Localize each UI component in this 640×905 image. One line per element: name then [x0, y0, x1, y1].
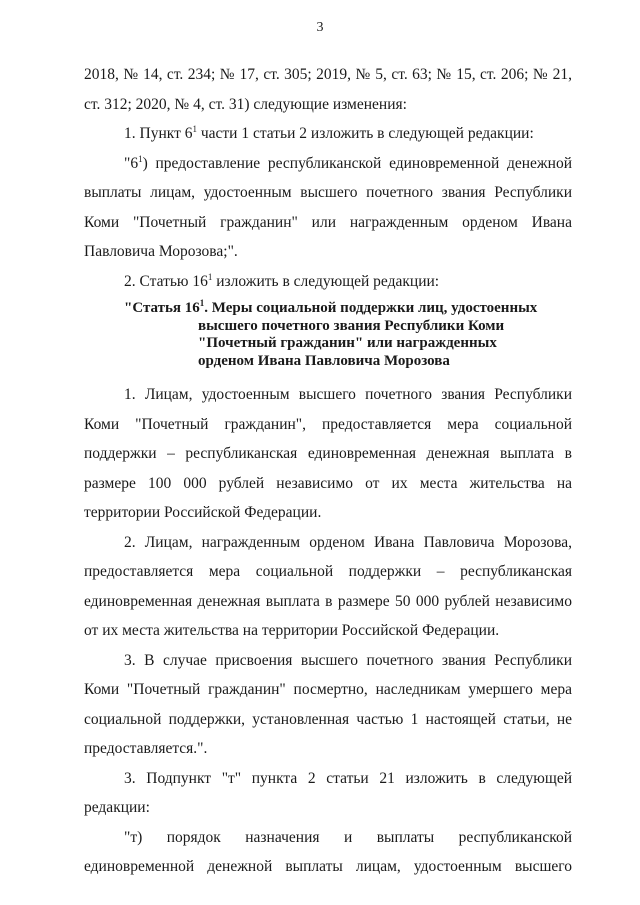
- paragraph-intro: 2018, № 14, ст. 234; № 17, ст. 305; 2019, № 5, ст. 63; № 15, ст. 206; № 21, ст. 312; 2020, № 4, ст. 31) следующие изменения:: [84, 66, 572, 113]
- document-body: [84, 60, 572, 882]
- item-1-superscript: 1: [192, 124, 197, 134]
- paragraph-item-2: [84, 267, 572, 297]
- article-title-line-3: "Почетный гражданин" или награжденных: [198, 335, 497, 351]
- article-title-b: . Меры социальной поддержки лиц, удостоенных: [204, 300, 538, 316]
- paragraph-subpoint-t: "т) порядок назначения и выплаты республиканской единовременной денежной выплаты лицам, удостоенным высшего: [84, 828, 572, 875]
- paragraph-item-3: 3. Подпункт "т" пункта 2 статьи 21 изложить в следующей редакции:: [84, 769, 572, 816]
- page-number: 3: [316, 20, 324, 35]
- paragraph-point-6-1: [84, 149, 572, 267]
- item-1-text-b: части 1 статьи 2 изложить в следующей редакции:: [196, 125, 534, 142]
- article-title: [84, 296, 572, 380]
- point-text-a: "6: [124, 154, 139, 172]
- point-superscript: 1: [138, 153, 143, 164]
- item-2-superscript: 1: [207, 271, 213, 282]
- article-title-a: "Статья 16: [124, 300, 200, 316]
- article-part-2: 2. Лицам, награжденным орденом Ивана Павловича Морозова, предоставляется мера социальной поддержки – республиканская единовременная денежная выплата в размере 50 000 рублей независимо от их места жительства на территории Российской Федерации.: [84, 533, 572, 639]
- item-2-text-b: изложить в следующей редакции:: [212, 272, 440, 290]
- article-title-line-2: высшего почетного звания Республики Коми: [198, 317, 505, 334]
- item-2-text-a: 2. Статью 16: [124, 272, 208, 290]
- article-title-line-4: орденом Ивана Павловича Морозова: [198, 352, 450, 369]
- point-text-b: ) предоставление республиканской единовременной денежной выплаты лицам, удостоенным высшего почетного звания Республики Коми "Почетный гражданин" или награжденным орденом Ивана Павловича Морозова;".: [84, 154, 572, 260]
- article-part-1: 1. Лицам, удостоенным высшего почетного звания Республики Коми "Почетный гражданин", предоставляется мера социальной поддержки – республиканская единовременная денежная выплата в размере 100 000 рублей независимо от их места жительства на территории Российской Федерации.: [84, 386, 572, 521]
- paragraph-item-1: [84, 119, 572, 149]
- item-1-text-a: 1. Пункт 6: [124, 125, 193, 142]
- article-title-superscript: 1: [199, 298, 205, 308]
- article-part-3: 3. В случае присвоения высшего почетного звания Республики Коми "Почетный гражданин" посмертно, наследникам умершего мера социальной поддержки, установленная частью 1 настоящей статьи, не предоставляется.".: [84, 651, 572, 757]
